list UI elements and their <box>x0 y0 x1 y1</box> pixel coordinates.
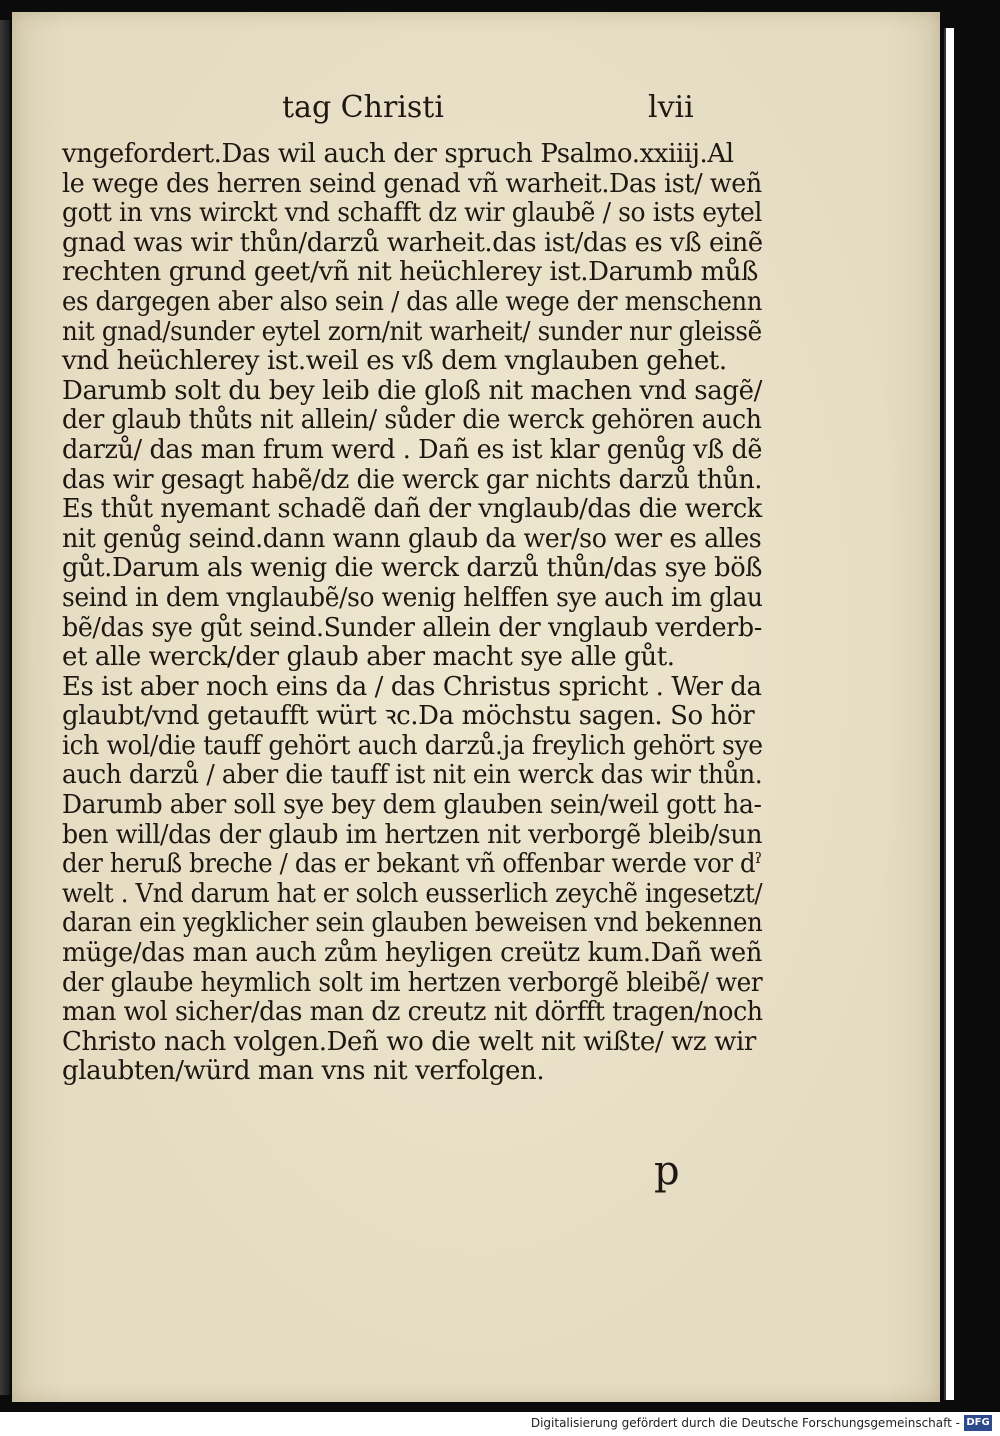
funding-credit: Digitalisierung gefördert durch die Deutsche Forschungsgemeinschaft - <box>530 1416 960 1430</box>
folio-number: lvii <box>648 90 694 125</box>
digitization-footer <box>0 1412 1000 1436</box>
text-line: nit genůg seind.dann wann glaub da wer/so wer es alles <box>62 523 762 554</box>
text-line: das wir gesagt habẽ/dz die werck gar nichts darzů thůn. <box>62 464 763 495</box>
text-line: vngefordert.Das wil auch der spruch Psalmo.xxiiij.Al <box>62 139 734 169</box>
text-line: der heruß breche / das er bekant vñ offenbar werde vor dˀ <box>62 849 762 880</box>
text-line: ich wol/die tauff gehört auch darzů.ja freylich gehört sye <box>62 730 763 761</box>
text-line: Darumb solt du bey leib die gloß nit machen vnd sagẽ/ <box>62 375 762 406</box>
text-line: le wege des herren seind genad vñ warheit.Das ist/ weñ <box>62 168 762 199</box>
text-line: müge/das man auch zům heyligen creütz kum.Dañ weñ <box>62 938 762 969</box>
text-line: darzů/ das man frum werd . Dañ es ist klar genůg vß dẽ <box>62 434 763 465</box>
running-head <box>12 90 940 130</box>
scan-calibration-strip <box>944 28 954 1400</box>
book-edge <box>0 20 10 1395</box>
text-line: seind in dem vnglaubẽ/so wenig helffen sye auch im glau <box>62 582 763 613</box>
text-line: et alle werck/der glaub aber macht sye alle gůt. <box>62 642 675 673</box>
text-line: rechten grund geet/vñ nit heüchlerey ist.Darumb můß <box>62 257 759 288</box>
text-line: Es thůt nyemant schadẽ dañ der vnglaub/das die werck <box>62 494 762 525</box>
dfg-logo[interactable]: DFG <box>964 1415 992 1431</box>
text-line: Darumb aber soll sye bey dem glauben sein/weil gott ha- <box>62 790 762 821</box>
text-line: ben will/das der glaub im hertzen nit verborgẽ bleib/sun <box>62 819 763 850</box>
text-line: gnad was wir thůn/darzů warheit.das ist/das es vß einẽ <box>62 227 763 258</box>
running-head-title: tag Christi <box>282 90 444 125</box>
text-line: der glaube heymlich solt im hertzen verborgẽ bleibẽ/ wer <box>62 967 763 998</box>
text-line: man wol sicher/das man dz creutz nit dörfft tragen/noch <box>62 997 763 1028</box>
text-line: welt . Vnd darum hat er solch eusserlich zeychẽ ingesetzt/ <box>62 878 763 909</box>
text-line: gůt.Darum als wenig die werck darzů thůn/das sye böß <box>62 553 763 584</box>
text-line: glaubten/würd man vns nit verfolgen. <box>62 1056 545 1087</box>
signature-mark: p <box>654 1148 680 1194</box>
text-line: es dargegen aber also sein / das alle wege der menschenn <box>62 286 763 317</box>
text-line: daran ein yegklicher sein glauben beweisen vnd bekennen <box>62 908 763 939</box>
body-text <box>62 140 762 1087</box>
text-line: Es ist aber noch eins da / das Christus spricht . Wer da <box>62 671 762 702</box>
text-line: glaubt/vnd getaufft würt ꝛc.Da möchstu sagen. So hör <box>62 701 755 732</box>
text-line: Christo nach volgen.Deñ wo die welt nit wißte/ wz wir <box>62 1026 756 1057</box>
text-line: der glaub thůts nit allein/ sůder die werck gehören auch <box>62 405 762 436</box>
text-line: bẽ/das sye gůt seind.Sunder allein der vnglaub verderb- <box>62 612 762 643</box>
text-line: vnd heüchlerey ist.weil es vß dem vnglauben gehet. <box>62 346 727 377</box>
text-line: auch darzů / aber die tauff ist nit ein werck das wir thůn. <box>62 760 763 791</box>
text-line: gott in vns wirckt vnd schafft dz wir glaubẽ / so ists eytel <box>62 198 762 229</box>
text-line: nit gnad/sunder eytel zorn/nit warheit/ sunder nur gleissẽ <box>62 316 762 347</box>
book-page <box>12 12 940 1402</box>
